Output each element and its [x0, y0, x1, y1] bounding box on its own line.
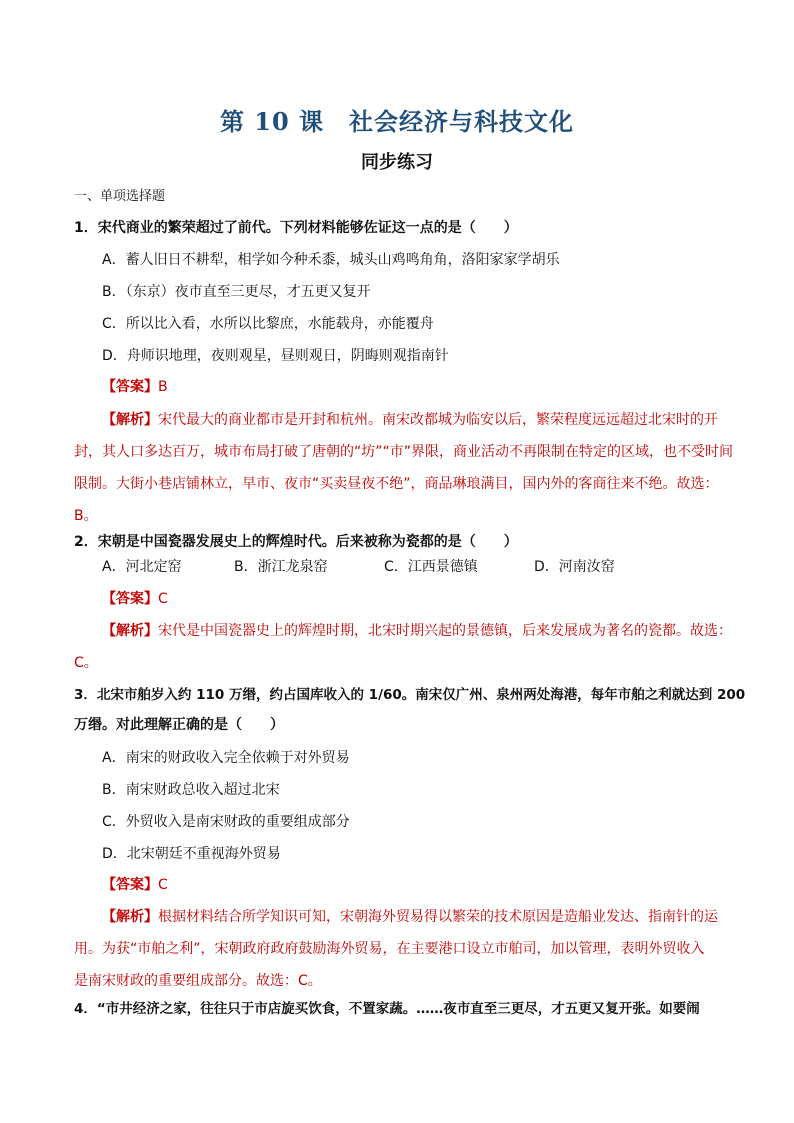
question-1-analysis-line-4: B。 [74, 508, 98, 524]
question-2-option-b: B．浙江龙泉窑 [234, 559, 328, 575]
question-2-options [102, 558, 615, 576]
answer-label: 【答案】 [102, 379, 158, 395]
question-3-option-d: D．北宋朝廷不重视海外贸易 [102, 846, 281, 862]
question-2-analysis-line-1 [102, 622, 732, 640]
question-1-option-d: D．舟师识地理，夜则观星，昼则观日，阴晦则观指南针 [102, 348, 449, 364]
question-3-stem-line-2: 万缗。对此理解正确的是（ ） [74, 717, 284, 733]
analysis-label: 【解析】 [102, 412, 158, 428]
question-3-option-c: C．外贸收入是南宋财政的重要组成部分 [102, 814, 350, 830]
question-1-option-b: B．（东京）夜市直至三更尽，才五更又复开 [102, 284, 371, 300]
question-3-stem-line-1: 3．北宋市舶岁入约 110 万缗，约占国库收入的 1/60。南宋仅广州、泉州两处海港，每年市舶之利就达到 200 [74, 687, 746, 703]
question-1-option-c: C．所以比入看，水所以比黎庶，水能载舟，亦能覆舟 [102, 316, 434, 332]
question-1-analysis-line-2: 封，其人口多达百万，城市布局打破了唐朝的“坊”“市”界限，商业活动不再限制在特定的区域，也不受时间 [74, 444, 734, 460]
question-1-analysis-line-3: 限制。大街小巷店铺林立，早市、夜市“买卖昼夜不绝”，商品琳琅满目，国内外的客商往来不绝。故选： [74, 476, 719, 492]
answer-value: B [158, 379, 168, 395]
question-1-analysis-line-1 [102, 411, 718, 429]
question-1-stem: 1．宋代商业的繁荣超过了前代。下列材料能够佐证这一点的是（ ） [74, 220, 518, 236]
question-2-analysis-line-2: C。 [74, 655, 98, 671]
question-2-stem: 2．宋朝是中国瓷器发展史上的辉煌时代。后来被称为瓷都的是（ ） [74, 534, 518, 550]
question-2-option-a: A．河北定窑 [102, 559, 182, 575]
answer-label: 【答案】 [102, 591, 158, 607]
answer-value: C [158, 877, 168, 893]
question-3-analysis-line-2: 用。为获“市舶之利”，宋朝政府政府鼓励海外贸易，在主要港口设立市舶司，加以管理，表明外贸收入 [74, 941, 705, 957]
analysis-label: 【解析】 [102, 623, 158, 639]
analysis-text: 宋代最大的商业都市是开封和杭州。南宋改都城为临安以后，繁荣程度远远超过北宋时的开 [158, 412, 718, 428]
question-3-option-b: B．南宋财政总收入超过北宋 [102, 782, 280, 798]
question-3-answer [102, 876, 168, 894]
answer-value: C [158, 591, 168, 607]
section-heading: 一、单项选择题 [74, 189, 166, 204]
page-title: 第 10 课 社会经济与科技文化 [219, 107, 575, 136]
question-1-answer [102, 378, 168, 396]
analysis-label: 【解析】 [102, 909, 158, 925]
analysis-text: 宋代是中国瓷器史上的辉煌时期，北宋时期兴起的景德镇，后来发展成为著名的瓷都。故选： [158, 623, 732, 639]
analysis-text: 根据材料结合所学知识可知，宋朝海外贸易得以繁荣的技术原因是造船业发达、指南针的运 [158, 909, 718, 925]
answer-label: 【答案】 [102, 877, 158, 893]
question-3-analysis-line-1 [102, 908, 718, 926]
question-4-stem: 4．“市井经济之家，往往只于市店旋买饮食，不置家蔬。……夜市直至三更尽，才五更又复开张。如要闹 [74, 1001, 700, 1017]
question-2-answer [102, 590, 168, 608]
question-3-analysis-line-3: 是南宋财政的重要组成部分。故选：C。 [74, 973, 322, 989]
page-subtitle: 同步练习 [361, 152, 433, 173]
question-2-option-d: D．河南汝窑 [534, 559, 615, 575]
question-3-option-a: A．南宋的财政收入完全依赖于对外贸易 [102, 750, 350, 766]
question-1-option-a: A．蓄人旧日不耕犁，相学如今种禾黍，城头山鸡鸣角角，洛阳家家学胡乐 [102, 252, 560, 268]
question-2-option-c: C．江西景德镇 [384, 559, 478, 575]
